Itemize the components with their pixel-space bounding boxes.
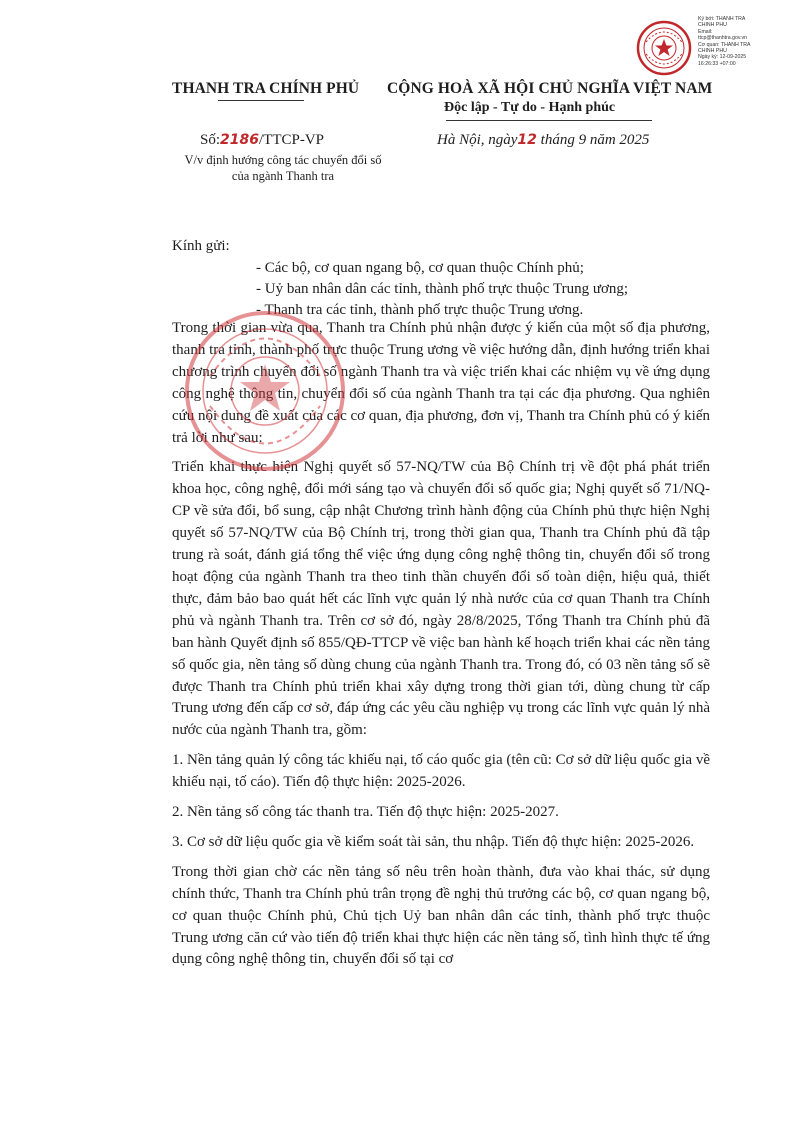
motto-underline [446,120,652,121]
signature-line: ttcp@thanhtra.gov.vn [698,35,748,42]
recipient-item: - Các bộ, cơ quan ngang bộ, cơ quan thuộc Chính phủ; [256,260,584,276]
agency-underline [218,100,304,101]
place-prefix: Hà Nội, ngày [437,132,518,148]
body-paragraph: Trong thời gian chờ các nền tảng số nêu trên hoàn thành, đưa vào khai thác, sử dụng chính thức, Thanh tra Chính phủ trân trọng đề nghị thủ trưởng các bộ, cơ quan ngang bộ, cơ quan thuộc Chính phủ, Chủ tịch Uỷ ban nhân dân các tỉnh, thành phố trực thuộc Trung ương căn cứ vào tiến độ triển khai thực hiện các nền tảng số, tình hình thực tế ứng dụng công nghệ thông tin, chuyển đổi số tại cơ [172,863,710,968]
recipient-item: - Thanh tra các tỉnh, thành phố trực thuộc Trung ương. [256,302,584,318]
list-item: 1. Nền tảng quản lý công tác khiếu nại, tố cáo quốc gia (tên cũ: Cơ sở dữ liệu quốc gia về khiếu nại, tố cáo). Tiến độ thực hiện: 2025-2026. [172,752,710,791]
seal-icon [636,20,692,76]
national-title: CỘNG HOÀ XÃ HỘI CHỦ NGHĨA VIỆT NAM [387,80,713,97]
subject-line: của ngành Thanh tra [231,169,335,183]
body-paragraph: Triển khai thực hiện Nghị quyết số 57-NQ/TW của Bộ Chính trị về đột phá phát triển khoa học, công nghệ, đổi mới sáng tạo và chuyển đổi số quốc gia; Nghị quyết số 71/NQ-CP về sửa đổi, bổ sung, cập nhật Chương trình hành động của Chính phủ thực hiện Nghị quyết số 57-NQ/TW của Bộ Chính trị, trong thời gian qua, Thanh tra Chính phủ đã tập trung rà soát, đánh giá tổng thể việc ứng dụng công nghệ thông tin, chuyển đổi số trong hoạt động của ngành Thanh tra theo tinh thần chuyển đổi số toàn diện, hiệu quả, thiết thực, đảm bảo bao quát hết các lĩnh vực quản lý nhà nước của cơ quan Thanh tra Chính phủ và ngành Thanh tra. Trên cơ sở đó, ngày 28/8/2025, Tổng Thanh tra Chính phủ đã ban hành Quyết định số 855/QĐ-TTCP về việc ban hành kế hoạch triển khai các nền tảng số quốc gia, nền tảng số dùng chung của ngành Thanh tra. Trong đó, có 03 nền tảng số sẽ được Thanh tra Chính phủ triển khai xây dựng trong thời gian tới, dùng chung từ cấp Trung ương đến cấp cơ sở, đáp ứng các yêu cầu nghiệp vụ trong các lĩnh vực quản lý nhà nước của ngành Thanh tra, gồm: [172,459,710,739]
doc-number-suffix: /TTCP-VP [258,132,324,148]
doc-number-prefix: Số: [200,132,221,148]
place-date [437,132,649,149]
signature-line: CHÍNH PHỦ [698,48,727,55]
date-day-handwritten: 12 [517,132,537,148]
signature-line: Email: [698,28,713,35]
document-number [200,132,324,149]
list-item: 3. Cơ sở dữ liệu quốc gia về kiểm soát tài sản, thu nhập. Tiến độ thực hiện: 2025-2026. [172,833,695,850]
digital-signature [632,14,792,84]
document-body [172,318,710,979]
place-suffix: tháng 9 năm 2025 [540,132,650,148]
recipient-item: - Uỷ ban nhân dân các tỉnh, thành phố trực thuộc Trung ương; [256,281,629,297]
signature-line: Ngày ký: 12-09-2025 [698,54,747,61]
signature-details [698,16,792,67]
signature-line: Cơ quan: THANH TRA [698,41,751,48]
greeting-label: Kính gửi: [172,238,230,254]
national-motto: Độc lập - Tự do - Hạnh phúc [444,100,616,115]
agency-name: THANH TRA CHÍNH PHỦ [172,80,360,97]
body-paragraph: Trong thời gian vừa qua, Thanh tra Chính phủ nhận được ý kiến của một số địa phương, thanh tra tỉnh, thành phố trực thuộc Trung ương về việc hướng dẫn, định hướng triển khai chương trình chuyển đổi số ngành Thanh tra và việc triển khai các nhiệm vụ về ứng dụng công nghệ thông tin, chuyển đổi số của ngành Thanh tra tại các địa phương. Qua nghiên cứu nội dung đề xuất của các cơ quan, địa phương, đơn vị, Thanh tra Chính phủ có ý kiến trả lời như sau: [172,320,710,446]
doc-number-handwritten: 2186 [220,132,259,148]
signature-line: 16:26:33 +07:00 [698,60,736,67]
recipient-list [256,258,628,321]
list-item: 2. Nền tảng số công tác thanh tra. Tiến độ thực hiện: 2025-2027. [172,804,559,821]
subject-line: V/v định hướng công tác chuyển đổi số [184,153,382,167]
signature-line: Ký bởi: THANH TRA [698,16,746,22]
signature-line: CHÍNH PHỦ [698,22,727,29]
document-subject [158,152,408,184]
